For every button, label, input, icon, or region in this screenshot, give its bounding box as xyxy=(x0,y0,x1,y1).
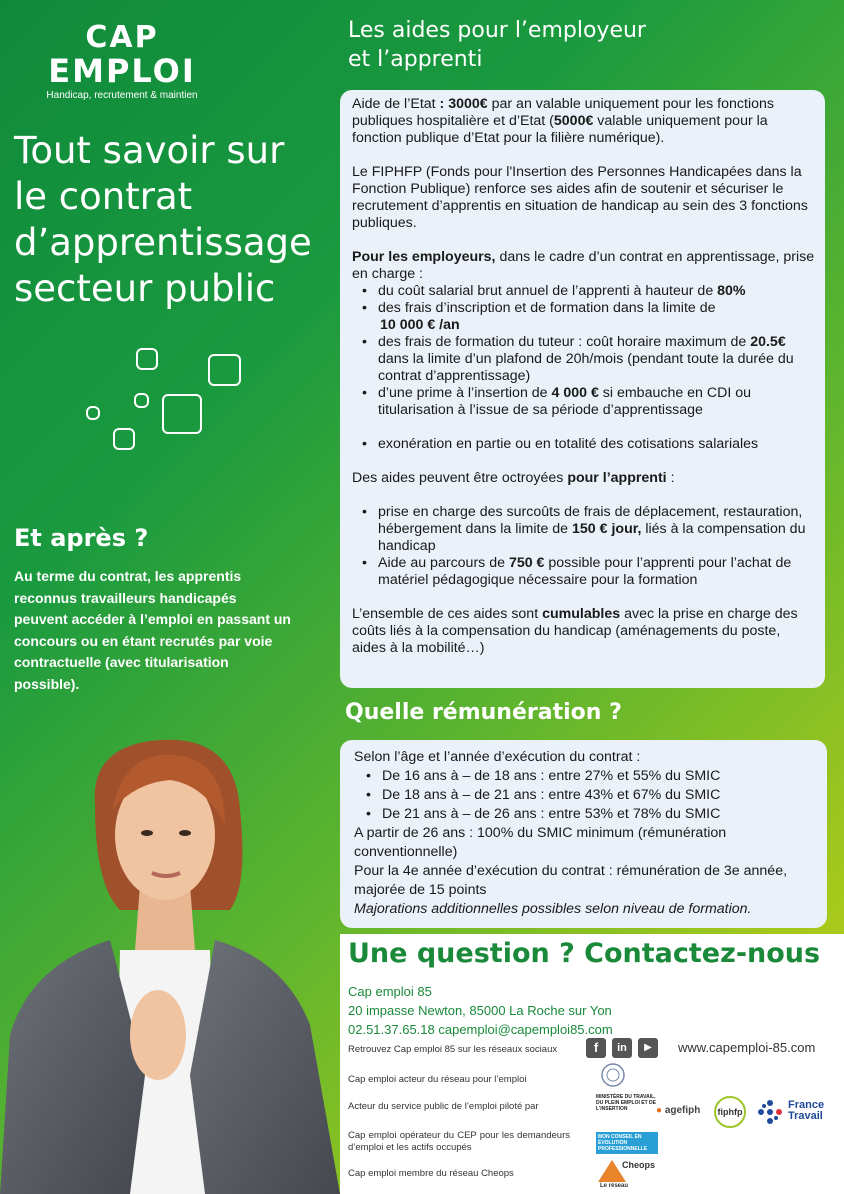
square-shape xyxy=(208,354,241,386)
logo-line1: CAP xyxy=(85,20,159,55)
list-item: • exonération en partie ou en totalité des cotisations salariales xyxy=(352,436,817,453)
apprentice-intro: Des aides peuvent être octroyées pour l’apprenti : xyxy=(352,470,675,486)
cumulative-paragraph: L’ensemble de ces aides sont cumulables avec la prise en charge des coûts liés à la compensation du handicap (aménagements du poste, aides à la mobilité…) xyxy=(352,606,798,656)
remuneration-line: A partir de 26 ans : 100% du SMIC minimum (rémunération conventionnelle) xyxy=(354,825,727,860)
cheops-row xyxy=(348,1158,838,1194)
row-text: Cap emploi acteur du réseau pour l’emploi xyxy=(348,1074,527,1085)
apprentice-aid-list xyxy=(352,504,817,589)
cep-row xyxy=(348,1130,838,1158)
page-title xyxy=(14,128,340,312)
square-shape xyxy=(86,406,100,420)
right-column xyxy=(340,0,844,1194)
aid-heading-line: Les aides pour l’employeur xyxy=(348,18,646,43)
square-shape xyxy=(162,394,202,434)
remuneration-line: Pour la 4e année d’exécution du contrat : rémunération de 3e année, majorée de 15 points xyxy=(354,863,788,898)
contact-address: 20 impasse Newton, 85000 La Roche sur Yon xyxy=(348,1003,612,1018)
cheops-logo: Cheops xyxy=(622,1160,656,1170)
after-text: Au terme du contrat, les apprentis reconnus travailleurs handicapés peuvent accéder à l’emploi en passant un concours ou en étant recrutés par voie contractuelle (avec titularisation possible). xyxy=(14,568,291,692)
list-item: • d’une prime à l’insertion de 4 000 € si embauche en CDI ou titularisation à l’issue de sa période d’apprentissage xyxy=(352,385,817,419)
list-item: • De 21 ans à – de 26 ans : entre 53% et 78% du SMIC xyxy=(354,805,817,824)
square-shape xyxy=(134,393,149,408)
social-text: Retrouvez Cap emploi 85 sur les réseaux sociaux xyxy=(348,1044,558,1055)
agefiph-logo: ● agefiph xyxy=(656,1105,701,1116)
france-travail-logo-icon xyxy=(756,1098,784,1126)
ministere-logo: MINISTÈRE DU TRAVAIL, DU PLEIN EMPLOI ET DE L'INSERTION xyxy=(596,1094,657,1112)
title-line: d’apprentissage xyxy=(14,221,312,264)
square-shape xyxy=(113,428,135,450)
row-text: Acteur du service public de l’emploi piloté par xyxy=(348,1101,539,1112)
list-item: • prise en charge des surcoûts de frais de déplacement, restauration, hébergement dans la limite de 150 € jour, liés à la compensation du handicap xyxy=(352,504,817,555)
square-shape xyxy=(136,348,158,370)
social-row xyxy=(348,1038,838,1062)
list-item: • Aide au parcours de 750 € possible pour l’apprenti pour l’achat de matériel pédagogique nécessaire pour la formation xyxy=(352,555,817,589)
title-line: secteur public xyxy=(14,267,276,310)
contact-section xyxy=(340,934,844,1194)
youtube-icon[interactable]: ▶ xyxy=(638,1038,658,1058)
employer-intro: Pour les employeurs, dans le cadre d’un contrat en apprentissage, prise en charge : xyxy=(352,249,815,282)
cheops-subtitle: Le réseau xyxy=(600,1183,629,1189)
remuneration-intro: Selon l’âge et l’année d’exécution du contrat : xyxy=(354,749,641,765)
title-line: le contrat xyxy=(14,175,193,218)
left-column xyxy=(0,0,340,1194)
list-item: • du coût salarial brut annuel de l’apprenti à hauteur de 80% xyxy=(352,283,817,300)
public-service-row xyxy=(348,1094,838,1128)
after-title: Et après ? xyxy=(14,524,149,552)
contact-details xyxy=(348,982,613,1039)
remuneration-heading: Quelle rémunération ? xyxy=(345,700,622,725)
fiphfp-logo: fiphfp xyxy=(714,1096,746,1128)
facebook-icon[interactable]: f xyxy=(586,1038,606,1058)
list-item: • De 18 ans à – de 21 ans : entre 43% et 67% du SMIC xyxy=(354,786,817,805)
list-item: • des frais d’inscription et de formation dans la limite de 10 000 € /an xyxy=(352,300,817,334)
reseau-emploi-logo-icon xyxy=(600,1062,626,1088)
aid-heading xyxy=(348,16,646,74)
woman-photo xyxy=(0,735,340,1194)
cap-emploi-logo xyxy=(37,22,207,101)
logo-line2: EMPLOI xyxy=(48,52,196,90)
mon-conseil-logo: MON CONSEIL EN ÉVOLUTION PROFESSIONNELLE xyxy=(596,1132,658,1154)
aid-heading-line: et l’apprenti xyxy=(348,47,483,72)
logo-tagline: Handicap, recrutement & maintien xyxy=(46,90,198,101)
list-item: • des frais de formation du tuteur : coût horaire maximum de 20.5€ dans la limite d’un plafond de 20h/mois (pendant toute la durée du contrat d’apprentissage) xyxy=(352,334,817,385)
france-travail-logo: France Travail xyxy=(788,1099,825,1122)
remuneration-list xyxy=(354,767,817,824)
employer-aid-list xyxy=(352,283,817,453)
contact-phone-email[interactable]: 02.51.37.65.18 capemploi@capemploi85.com xyxy=(348,1022,613,1037)
website-link[interactable]: www.capemploi-85.com xyxy=(678,1040,816,1055)
title-line: Tout savoir sur xyxy=(14,129,285,172)
remuneration-card xyxy=(340,740,827,928)
aid-card xyxy=(340,90,825,688)
linkedin-icon[interactable]: in xyxy=(612,1038,632,1058)
decorative-squares-icon xyxy=(80,340,250,460)
fiphfp-paragraph: Le FIPHFP (Fonds pour l'Insertion des Personnes Handicapées dans la Fonction Publique) renforce ses aides afin de soutenir et sécuriser le recrutement d’apprentis en situation de handicap au sein des 3 fonctions publiques. xyxy=(352,164,808,231)
row-text: Cap emploi opérateur du CEP pour les demandeurs d’emploi et les actifs occupés xyxy=(348,1130,570,1153)
state-aid-paragraph: Aide de l’Etat : 3000€ par an valable uniquement pour les fonctions publiques hospitalière et d’Etat (5000€ valable uniquement pour la fonction publique d’Etat pour la filière numérique). xyxy=(352,96,774,146)
contact-title: Une question ? Contactez-nous xyxy=(348,938,821,969)
list-item: • De 16 ans à – de 18 ans : entre 27% et 55% du SMIC xyxy=(354,767,817,786)
row-text: Cap emploi membre du réseau Cheops xyxy=(348,1168,514,1179)
remuneration-note: Majorations additionnelles possibles selon niveau de formation. xyxy=(354,901,752,917)
contact-name: Cap emploi 85 xyxy=(348,984,432,999)
